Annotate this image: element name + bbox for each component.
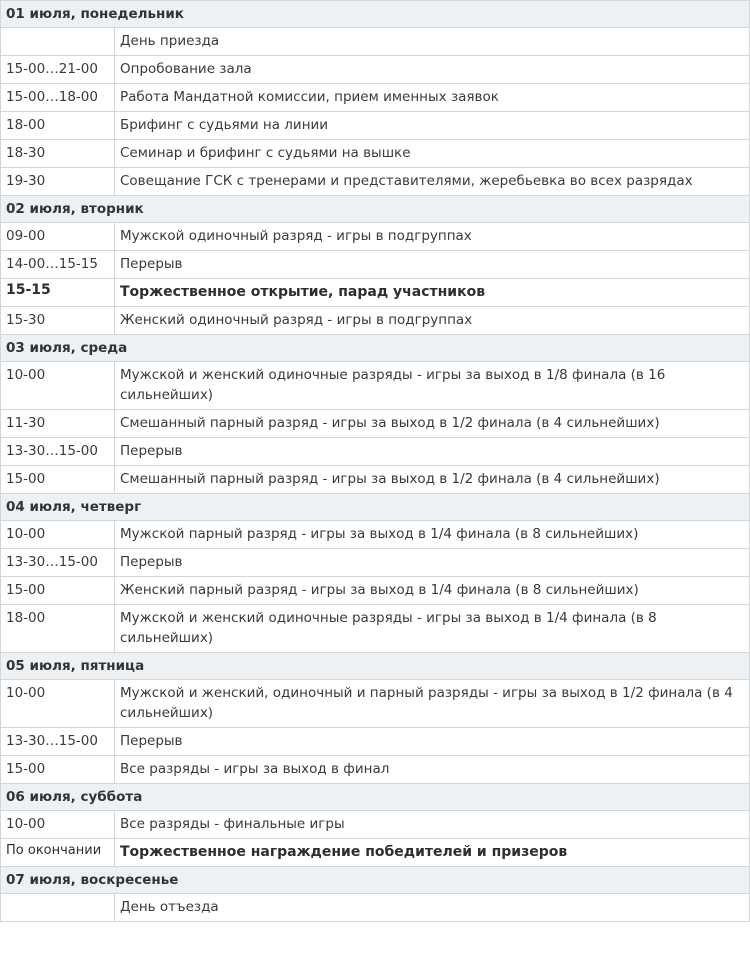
event-row xyxy=(1,466,750,494)
event-description: Женский парный разряд - игры за выход в 1/4 финала (в 8 сильнейших) xyxy=(115,577,750,605)
event-time: 10-00 xyxy=(1,362,115,410)
event-description: Опробование зала xyxy=(115,56,750,84)
event-row xyxy=(1,521,750,549)
event-description: День приезда xyxy=(115,28,750,56)
event-time: 15-30 xyxy=(1,307,115,335)
event-time: 09-00 xyxy=(1,223,115,251)
event-time: По окончании xyxy=(1,839,115,867)
event-description: Брифинг с судьями на линии xyxy=(115,112,750,140)
event-row xyxy=(1,811,750,839)
event-time: 13-30…15-00 xyxy=(1,438,115,466)
event-description: Перерыв xyxy=(115,728,750,756)
day-header-row xyxy=(1,653,750,680)
event-time xyxy=(1,894,115,922)
event-row xyxy=(1,140,750,168)
event-description: Торжественное открытие, парад участников xyxy=(115,279,750,307)
event-time: 11-30 xyxy=(1,410,115,438)
day-title: 06 июля, суббота xyxy=(1,784,750,811)
event-description: Мужской и женский одиночные разряды - игры за выход в 1/8 финала (в 16 сильнейших) xyxy=(115,362,750,410)
day-title: 04 июля, четверг xyxy=(1,494,750,521)
event-time: 15-00 xyxy=(1,466,115,494)
event-row xyxy=(1,410,750,438)
event-description: День отъезда xyxy=(115,894,750,922)
event-row xyxy=(1,168,750,196)
event-description: Семинар и брифинг с судьями на вышке xyxy=(115,140,750,168)
event-time: 13-30…15-00 xyxy=(1,549,115,577)
event-time: 18-00 xyxy=(1,605,115,653)
event-row xyxy=(1,839,750,867)
event-description: Перерыв xyxy=(115,549,750,577)
day-title: 03 июля, среда xyxy=(1,335,750,362)
day-header-row xyxy=(1,196,750,223)
day-title: 05 июля, пятница xyxy=(1,653,750,680)
event-description: Мужской одиночный разряд - игры в подгруппах xyxy=(115,223,750,251)
event-description: Все разряды - игры за выход в финал xyxy=(115,756,750,784)
event-row xyxy=(1,307,750,335)
event-time: 10-00 xyxy=(1,521,115,549)
day-header-row xyxy=(1,1,750,28)
event-row xyxy=(1,112,750,140)
event-row xyxy=(1,756,750,784)
event-row xyxy=(1,894,750,922)
event-description: Торжественное награждение победителей и призеров xyxy=(115,839,750,867)
day-title: 01 июля, понедельник xyxy=(1,1,750,28)
event-row xyxy=(1,362,750,410)
event-description: Смешанный парный разряд - игры за выход в 1/2 финала (в 4 сильнейших) xyxy=(115,410,750,438)
schedule-body xyxy=(1,1,750,922)
event-time: 18-00 xyxy=(1,112,115,140)
event-description: Перерыв xyxy=(115,438,750,466)
event-row xyxy=(1,680,750,728)
event-time: 15-15 xyxy=(1,279,115,307)
day-header-row xyxy=(1,867,750,894)
event-description: Женский одиночный разряд - игры в подгруппах xyxy=(115,307,750,335)
event-row xyxy=(1,549,750,577)
event-row xyxy=(1,279,750,307)
event-time: 19-30 xyxy=(1,168,115,196)
event-time: 18-30 xyxy=(1,140,115,168)
event-time: 14-00…15-15 xyxy=(1,251,115,279)
event-time: 10-00 xyxy=(1,811,115,839)
event-time: 13-30…15-00 xyxy=(1,728,115,756)
event-description: Перерыв xyxy=(115,251,750,279)
event-description: Мужской и женский, одиночный и парный разряды - игры за выход в 1/2 финала (в 4 сильнейших) xyxy=(115,680,750,728)
event-description: Все разряды - финальные игры xyxy=(115,811,750,839)
event-time: 15-00…18-00 xyxy=(1,84,115,112)
event-description: Мужской и женский одиночные разряды - игры за выход в 1/4 финала (в 8 сильнейших) xyxy=(115,605,750,653)
event-row xyxy=(1,251,750,279)
event-row xyxy=(1,438,750,466)
event-row xyxy=(1,223,750,251)
day-header-row xyxy=(1,784,750,811)
day-header-row xyxy=(1,335,750,362)
day-title: 02 июля, вторник xyxy=(1,196,750,223)
day-title: 07 июля, воскресенье xyxy=(1,867,750,894)
event-time xyxy=(1,28,115,56)
event-description: Смешанный парный разряд - игры за выход в 1/2 финала (в 4 сильнейших) xyxy=(115,466,750,494)
event-time: 10-00 xyxy=(1,680,115,728)
event-row xyxy=(1,577,750,605)
event-row xyxy=(1,605,750,653)
event-description: Работа Мандатной комиссии, прием именных заявок xyxy=(115,84,750,112)
event-row xyxy=(1,28,750,56)
day-header-row xyxy=(1,494,750,521)
event-time: 15-00 xyxy=(1,756,115,784)
event-time: 15-00…21-00 xyxy=(1,56,115,84)
event-time: 15-00 xyxy=(1,577,115,605)
event-row xyxy=(1,84,750,112)
event-row xyxy=(1,56,750,84)
event-row xyxy=(1,728,750,756)
event-description: Мужской парный разряд - игры за выход в 1/4 финала (в 8 сильнейших) xyxy=(115,521,750,549)
event-description: Совещание ГСК с тренерами и представителями, жеребьевка во всех разрядах xyxy=(115,168,750,196)
